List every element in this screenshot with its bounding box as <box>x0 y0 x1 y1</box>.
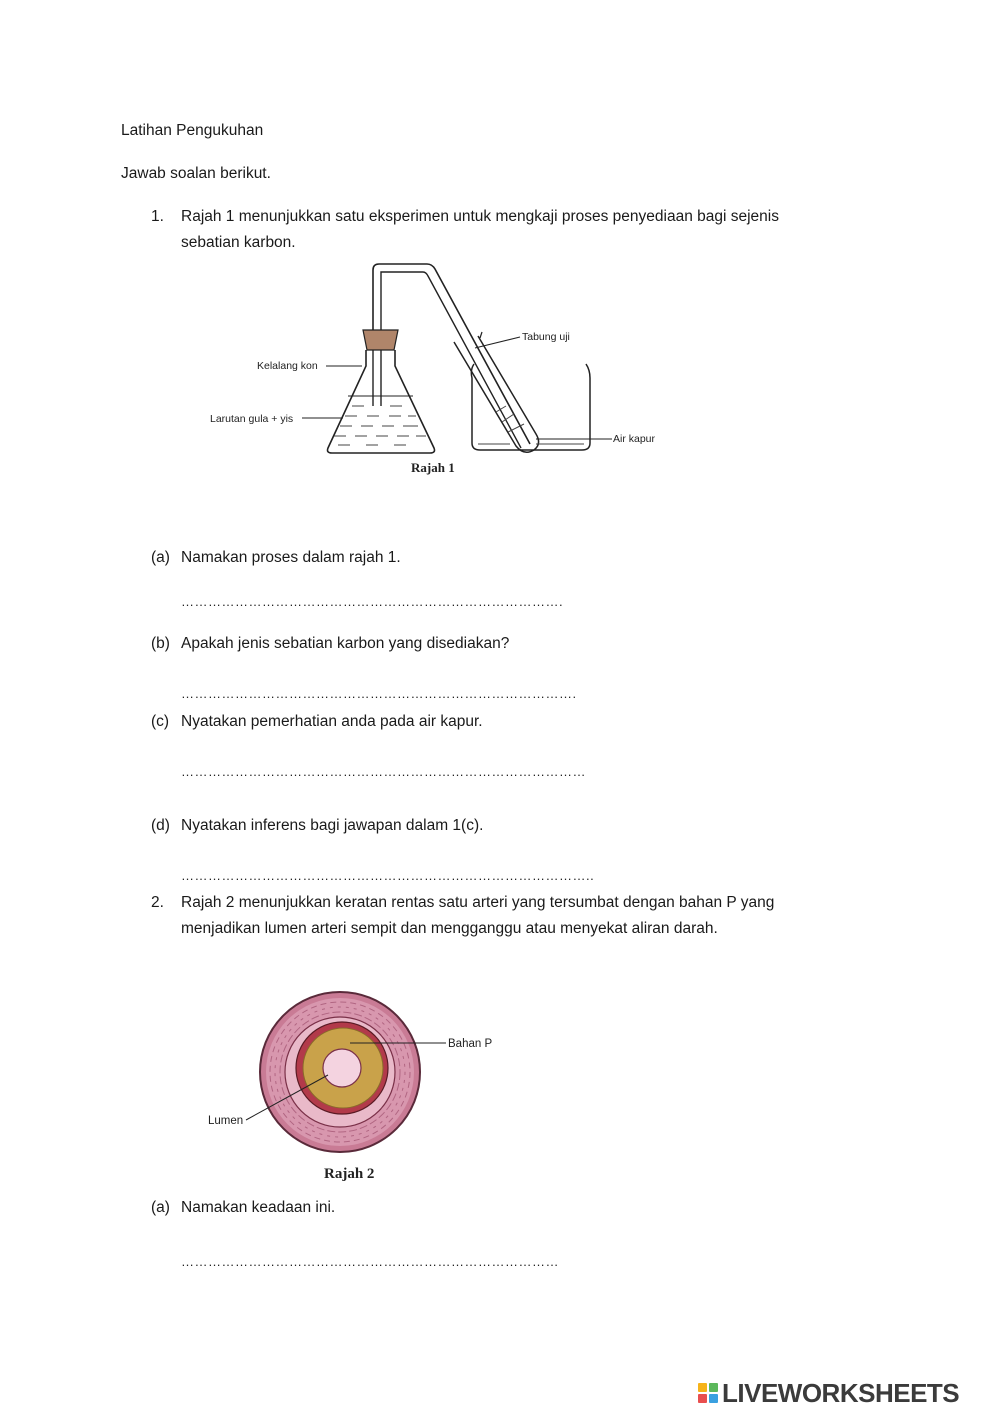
figure-1-caption: Rajah 1 <box>411 460 455 475</box>
part-c-label: (c) <box>151 713 170 730</box>
part-b-label: (b) <box>151 635 170 652</box>
figure-2-caption: Rajah 2 <box>324 1166 375 1182</box>
part-d-label: (d) <box>151 817 170 834</box>
question-2-text-line1: Rajah 2 menunjukkan keratan rentas satu arteri yang tersumbat dengan bahan P yang <box>181 894 775 911</box>
question-2-number: 2. <box>151 894 164 911</box>
label-kelalang-kon: Kelalang kon <box>257 360 318 372</box>
logo-squares-icon <box>698 1383 718 1403</box>
worksheet-title: Latihan Pengukuhan <box>121 122 264 139</box>
q2-part-a-answer-line[interactable]: ………………………………………………………………………… <box>181 1254 559 1269</box>
figure-1-diagram <box>180 258 670 488</box>
question-1-text-line2: sebatian karbon. <box>181 234 296 251</box>
figure-2-diagram <box>190 985 520 1185</box>
question-1-text-line1: Rajah 1 menunjukkan satu eksperimen untuk mengkaji proses penyediaan bagi sejenis <box>181 208 779 225</box>
q2-part-a-question: Namakan keadaan ini. <box>181 1199 336 1216</box>
part-d-question: Nyatakan inferens bagi jawapan dalam 1(c). <box>181 817 484 834</box>
part-c-question: Nyatakan pemerhatian anda pada air kapur. <box>181 713 483 730</box>
label-tabung-uji: Tabung uji <box>522 331 570 343</box>
question-1-number: 1. <box>151 208 164 225</box>
part-d-answer-line[interactable]: ……………………………………………………………………………….. <box>181 868 595 883</box>
label-larutan: Larutan gula + yis <box>210 413 294 425</box>
part-b-question: Apakah jenis sebatian karbon yang disediakan? <box>181 635 510 652</box>
instruction-text: Jawab soalan berikut. <box>121 165 271 182</box>
question-2-text-line2: menjadikan lumen arteri sempit dan mengganggu atau menyekat aliran darah. <box>181 920 718 937</box>
part-a-label: (a) <box>151 549 170 566</box>
q2-part-a-label: (a) <box>151 1199 170 1216</box>
part-b-answer-line[interactable]: ……………………………………………………………………………. <box>181 686 577 701</box>
part-a-question: Namakan proses dalam rajah 1. <box>181 549 401 566</box>
brand-name: LIVEWORKSHEETS <box>722 1377 960 1408</box>
label-lumen: Lumen <box>208 1115 244 1127</box>
part-a-answer-line[interactable]: …………………………………………………………………………. <box>181 594 564 609</box>
liveworksheets-logo <box>698 1379 959 1407</box>
label-air-kapur: Air kapur <box>613 433 656 445</box>
part-c-answer-line[interactable]: ……………………………………………………………………………… <box>181 764 586 779</box>
label-bahan-p: Bahan P <box>448 1038 493 1050</box>
